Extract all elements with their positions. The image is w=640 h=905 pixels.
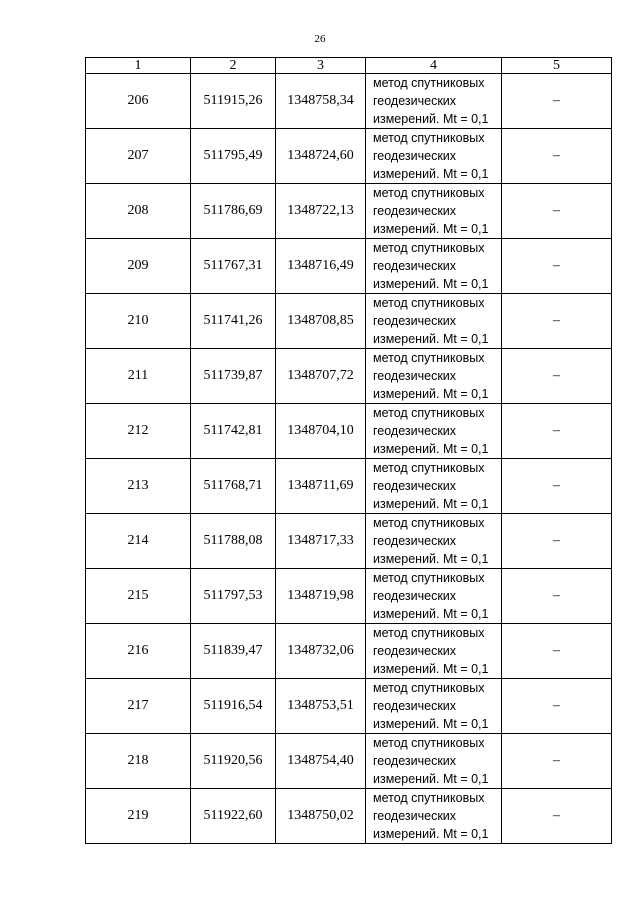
point-number-cell: 211 bbox=[86, 349, 191, 404]
x-coordinate-cell: 511916,54 bbox=[191, 679, 276, 734]
x-coordinate-cell: 511786,69 bbox=[191, 184, 276, 239]
x-coordinate-cell: 511739,87 bbox=[191, 349, 276, 404]
y-coordinate-cell: 1348717,33 bbox=[276, 514, 366, 569]
y-coordinate-cell: 1348724,60 bbox=[276, 129, 366, 184]
point-number-cell: 212 bbox=[86, 404, 191, 459]
note-cell: – bbox=[502, 679, 612, 734]
header-row bbox=[86, 58, 612, 74]
y-coordinate-cell: 1348732,06 bbox=[276, 624, 366, 679]
table-row bbox=[86, 404, 612, 459]
x-coordinate-cell: 511768,71 bbox=[191, 459, 276, 514]
method-cell: метод спутниковых геодезических измерений. Mt = 0,1 bbox=[366, 74, 502, 129]
method-cell: метод спутниковых геодезических измерений. Mt = 0,1 bbox=[366, 294, 502, 349]
point-number-cell: 213 bbox=[86, 459, 191, 514]
method-cell: метод спутниковых геодезических измерений. Mt = 0,1 bbox=[366, 349, 502, 404]
table-header bbox=[86, 58, 612, 74]
table-row bbox=[86, 129, 612, 184]
table-row bbox=[86, 239, 612, 294]
x-coordinate-cell: 511795,49 bbox=[191, 129, 276, 184]
method-cell: метод спутниковых геодезических измерений. Mt = 0,1 bbox=[366, 404, 502, 459]
method-cell: метод спутниковых геодезических измерений. Mt = 0,1 bbox=[366, 129, 502, 184]
table-row bbox=[86, 294, 612, 349]
header-col-4: 4 bbox=[366, 58, 502, 74]
note-cell: – bbox=[502, 184, 612, 239]
x-coordinate-cell: 511788,08 bbox=[191, 514, 276, 569]
header-col-1: 1 bbox=[86, 58, 191, 74]
note-cell: – bbox=[502, 569, 612, 624]
table-row bbox=[86, 789, 612, 844]
header-col-2: 2 bbox=[191, 58, 276, 74]
table-row bbox=[86, 459, 612, 514]
x-coordinate-cell: 511741,26 bbox=[191, 294, 276, 349]
table-row bbox=[86, 349, 612, 404]
header-col-3: 3 bbox=[276, 58, 366, 74]
table-row bbox=[86, 679, 612, 734]
method-cell: метод спутниковых геодезических измерений. Mt = 0,1 bbox=[366, 624, 502, 679]
note-cell: – bbox=[502, 349, 612, 404]
table-row bbox=[86, 184, 612, 239]
note-cell: – bbox=[502, 74, 612, 129]
point-number-cell: 216 bbox=[86, 624, 191, 679]
table-row bbox=[86, 569, 612, 624]
table-row bbox=[86, 624, 612, 679]
y-coordinate-cell: 1348754,40 bbox=[276, 734, 366, 789]
table-row bbox=[86, 74, 612, 129]
page-number: 26 bbox=[314, 33, 326, 45]
y-coordinate-cell: 1348716,49 bbox=[276, 239, 366, 294]
point-number-cell: 206 bbox=[86, 74, 191, 129]
method-cell: метод спутниковых геодезических измерений. Mt = 0,1 bbox=[366, 459, 502, 514]
point-number-cell: 207 bbox=[86, 129, 191, 184]
x-coordinate-cell: 511742,81 bbox=[191, 404, 276, 459]
y-coordinate-cell: 1348753,51 bbox=[276, 679, 366, 734]
x-coordinate-cell: 511915,26 bbox=[191, 74, 276, 129]
point-number-cell: 209 bbox=[86, 239, 191, 294]
point-number-cell: 215 bbox=[86, 569, 191, 624]
y-coordinate-cell: 1348707,72 bbox=[276, 349, 366, 404]
x-coordinate-cell: 511797,53 bbox=[191, 569, 276, 624]
coordinates-table bbox=[85, 57, 612, 844]
note-cell: – bbox=[502, 459, 612, 514]
y-coordinate-cell: 1348711,69 bbox=[276, 459, 366, 514]
method-cell: метод спутниковых геодезических измерений. Mt = 0,1 bbox=[366, 789, 502, 844]
x-coordinate-cell: 511922,60 bbox=[191, 789, 276, 844]
method-cell: метод спутниковых геодезических измерений. Mt = 0,1 bbox=[366, 514, 502, 569]
method-cell: метод спутниковых геодезических измерений. Mt = 0,1 bbox=[366, 679, 502, 734]
y-coordinate-cell: 1348708,85 bbox=[276, 294, 366, 349]
method-cell: метод спутниковых геодезических измерений. Mt = 0,1 bbox=[366, 239, 502, 294]
note-cell: – bbox=[502, 789, 612, 844]
point-number-cell: 208 bbox=[86, 184, 191, 239]
y-coordinate-cell: 1348722,13 bbox=[276, 184, 366, 239]
point-number-cell: 214 bbox=[86, 514, 191, 569]
x-coordinate-cell: 511767,31 bbox=[191, 239, 276, 294]
point-number-cell: 210 bbox=[86, 294, 191, 349]
note-cell: – bbox=[502, 624, 612, 679]
note-cell: – bbox=[502, 514, 612, 569]
y-coordinate-cell: 1348750,02 bbox=[276, 789, 366, 844]
header-col-5: 5 bbox=[502, 58, 612, 74]
method-cell: метод спутниковых геодезических измерений. Mt = 0,1 bbox=[366, 184, 502, 239]
x-coordinate-cell: 511839,47 bbox=[191, 624, 276, 679]
note-cell: – bbox=[502, 239, 612, 294]
method-cell: метод спутниковых геодезических измерений. Mt = 0,1 bbox=[366, 569, 502, 624]
point-number-cell: 219 bbox=[86, 789, 191, 844]
y-coordinate-cell: 1348758,34 bbox=[276, 74, 366, 129]
note-cell: – bbox=[502, 734, 612, 789]
table-row bbox=[86, 734, 612, 789]
table-row bbox=[86, 514, 612, 569]
x-coordinate-cell: 511920,56 bbox=[191, 734, 276, 789]
y-coordinate-cell: 1348719,98 bbox=[276, 569, 366, 624]
note-cell: – bbox=[502, 404, 612, 459]
point-number-cell: 217 bbox=[86, 679, 191, 734]
note-cell: – bbox=[502, 294, 612, 349]
point-number-cell: 218 bbox=[86, 734, 191, 789]
note-cell: – bbox=[502, 129, 612, 184]
method-cell: метод спутниковых геодезических измерений. Mt = 0,1 bbox=[366, 734, 502, 789]
table-body bbox=[86, 74, 612, 844]
y-coordinate-cell: 1348704,10 bbox=[276, 404, 366, 459]
